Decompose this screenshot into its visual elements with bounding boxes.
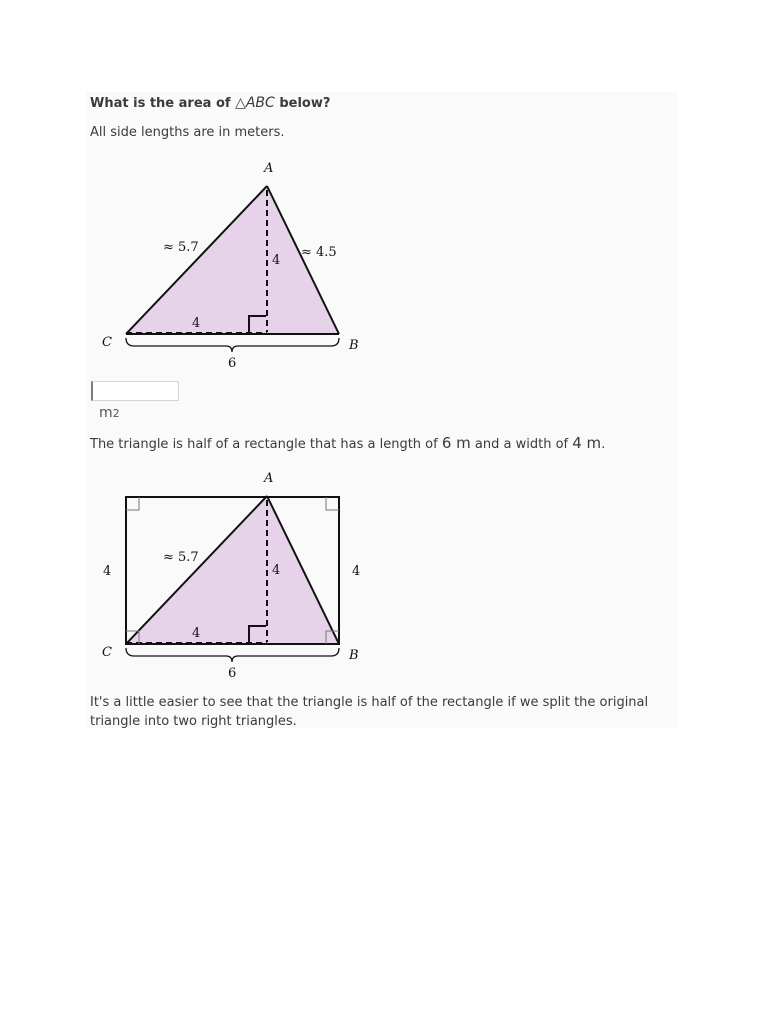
vertex-a-label: A bbox=[264, 471, 274, 486]
hint-split: It's a little easier to see that the triangle is half of the rectangle if we split the original triangle into two right triangles. bbox=[90, 695, 649, 729]
vertex-a-label: A bbox=[264, 161, 274, 176]
corner-mark-tr bbox=[326, 497, 339, 510]
base-left-label: 4 bbox=[192, 316, 201, 331]
area-answer-input[interactable] bbox=[91, 381, 179, 401]
triangle-fill bbox=[126, 186, 339, 334]
question-text: What is the area of △ABC below? bbox=[90, 95, 331, 111]
base-left-label: 4 bbox=[192, 626, 201, 641]
base-label: 6 bbox=[228, 666, 237, 681]
triangle-figure bbox=[0, 0, 768, 380]
vertex-c-label: C bbox=[102, 645, 112, 660]
triangle-fill bbox=[126, 496, 339, 644]
vertex-b-label: B bbox=[349, 648, 359, 663]
hint-rectangle: The triangle is half of a rectangle that has a length of 6 m and a width of 4 m. bbox=[90, 434, 606, 452]
rect-right-label: 4 bbox=[352, 564, 361, 579]
side-ca-label: ≈ 5.7 bbox=[163, 550, 199, 565]
rectangle-figure bbox=[0, 460, 768, 685]
height-label: 4 bbox=[272, 253, 281, 268]
answer-unit: m2 bbox=[99, 405, 120, 421]
base-brace bbox=[126, 338, 339, 352]
height-label: 4 bbox=[272, 563, 281, 578]
side-ca-label: ≈ 5.7 bbox=[163, 240, 199, 255]
units-note: All side lengths are in meters. bbox=[90, 125, 285, 140]
rect-left-label: 4 bbox=[103, 564, 112, 579]
side-ab-label: ≈ 4.5 bbox=[301, 245, 337, 260]
corner-mark-tl bbox=[126, 497, 139, 510]
triangle-label: △ABC bbox=[235, 95, 275, 111]
base-label: 6 bbox=[228, 356, 237, 371]
vertex-b-label: B bbox=[349, 338, 359, 353]
vertex-c-label: C bbox=[102, 335, 112, 350]
base-brace bbox=[126, 648, 339, 662]
